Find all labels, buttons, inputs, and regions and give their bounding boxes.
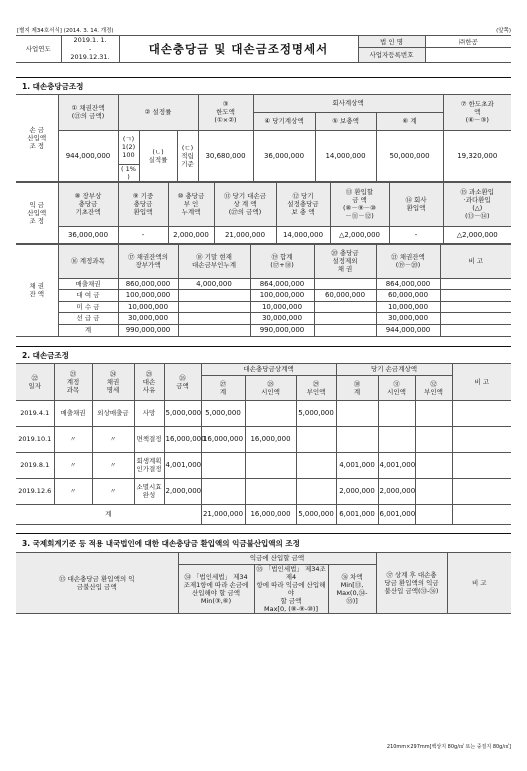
- h4: ④ 당기계상액: [253, 112, 315, 130]
- table-row: 2019.10.1 〃 〃 면책결정 16,000,000 16,000,000 16,000,000: [16, 426, 511, 452]
- rate-b: (ㄴ) 실적률: [139, 130, 177, 181]
- rate-a-pct: ( 1% ): [118, 164, 139, 181]
- v5: 14,000,000: [315, 130, 376, 181]
- h12: ⑫ 당기 설정충당금 보 충 액: [276, 182, 330, 226]
- h17: ⑰ 채권잔액의 장부가액: [118, 244, 178, 278]
- corp-name-label: 법 인 명: [358, 36, 425, 48]
- h28: ㉘ 시인액: [245, 375, 296, 400]
- h-note-2: 비 고: [452, 363, 511, 400]
- h11: ⑪ 당기 대손금 상 계 액 (㉗의 금액): [214, 182, 276, 226]
- h1: ① 채권잔액 (㉑의 금액): [58, 94, 118, 130]
- ik-label: 익 금 산입액 조 정: [16, 182, 58, 243]
- section3-title: 3. 국제회계기준 등 적용 내국법인에 대한 대손충당금 환입액의 익금불산입액의 조정: [22, 538, 300, 548]
- paper-spec-footer: 210mm×297mm[백상지 80g/㎡ 또는 중질지 80g/㎡]: [386, 744, 511, 750]
- table-row: 대 여 금 100,000,000 100,000,000 60,000,000 60,000,000: [16, 290, 511, 302]
- h15: ⑮ 과소환입 ·과다환입 (△) (⑬－⑭): [443, 182, 511, 226]
- h-company-group: 회사계상액: [253, 94, 443, 112]
- table-row: 선 급 금 30,000,000 30,000,000 30,000,000: [16, 313, 511, 325]
- h16: ⑯ 계정과목: [58, 244, 118, 278]
- g3: 익금에 산입할 금액: [178, 552, 376, 564]
- ifrs-adjustment-table: [16, 552, 511, 614]
- table-row: 계 990,000,000 990,000,000 944,000,000: [16, 324, 511, 336]
- son-label: 손 금 산입액 조 정: [16, 94, 58, 181]
- h18: ⑱ 기말 현재 대손금부인누계: [178, 244, 250, 278]
- form-body: [16, 35, 511, 614]
- g2: 당기 손금계상액: [336, 363, 452, 375]
- ch-label: 채 권 잔 액: [16, 244, 58, 336]
- h3: ③ 한도액 (①×②): [198, 94, 253, 130]
- v7: 19,320,000: [443, 130, 511, 181]
- period-label: 사업연도: [16, 36, 61, 63]
- v3: 30,680,000: [198, 130, 253, 181]
- h-note-3: 비 고: [447, 552, 511, 613]
- h7: ⑦ 한도초과 액 (⑥－③): [443, 94, 511, 130]
- g1: 대손충당금상계액: [201, 363, 336, 375]
- table-row: 2019.8.1 〃 〃 회생계획 인가결정 4,001,000 4,001,000 4,001,000: [16, 452, 511, 478]
- h37: ㊲ 상계 후 대손충 당금 환입액의 익금 불산입 금액(㉝-㊱): [376, 552, 447, 613]
- h25: ㉕ 대손 사유: [134, 363, 164, 400]
- v1: 944,000,000: [58, 130, 118, 181]
- h22: ㉒ 일자: [16, 363, 54, 400]
- h21: ㉑ 채권잔액 (⑲－⑳): [376, 244, 440, 278]
- h8: ⑧ 장부상 충당금 기초잔액: [58, 182, 118, 226]
- h9: ⑨ 기중 충당금 환입액: [118, 182, 168, 226]
- h13: ⑬ 환입할 금 액 (⑧－⑨－⑩ －⑪－⑫): [330, 182, 389, 226]
- v15: △2,000,000: [443, 226, 511, 243]
- table-row: 2019.12.6 〃 〃 소멸시효 완성 2,000,000 2,000,000 2,000,000: [16, 478, 511, 504]
- bizno-label: 사업자등록번호: [358, 48, 425, 62]
- table-row: 2019.4.1 매출채권 외상매출금 사망 5,000,000 5,000,000 5,000,000: [16, 400, 511, 426]
- h30: ㉚ 계: [336, 375, 378, 400]
- form-number: [별지 제34호서식] (2014. 3. 14. 개정): [17, 28, 114, 34]
- allowance-reversal-table: [16, 182, 511, 244]
- v8: 36,000,000: [58, 226, 118, 243]
- rate-a: (ㄱ) 1(2) 100: [118, 130, 139, 164]
- total-row: 계 21,000,000 16,000,000 5,000,000 6,001,000 6,001,000: [16, 504, 511, 524]
- h31: ㉛ 시인액: [378, 375, 415, 400]
- v9: -: [118, 226, 168, 243]
- h33: ㉝ 대손충당금 환입액의 익 금불산입 금액: [16, 552, 178, 613]
- bad-debt-table: [16, 363, 511, 525]
- h35: ㉟ 「법인세법」 제34조제4 항에 따라 익금에 산입해야 할 금액 Max[0, (⑧-⑨-⑩)]: [254, 564, 328, 613]
- total-label: 계: [16, 504, 201, 524]
- receivable-balance-table: [16, 244, 511, 337]
- h26: ㉖ 금액: [164, 363, 201, 400]
- h29: ㉙ 부인액: [296, 375, 336, 400]
- h2: ② 설정률: [118, 94, 198, 130]
- h-note-1: 비 고: [440, 244, 511, 278]
- page-side-label: (앞쪽): [496, 28, 511, 34]
- table-row: 매출채권 860,000,000 4,000,000 864,000,000 864,000,000: [16, 278, 511, 290]
- h10: ⑩ 충당금 부 인 누계액: [168, 182, 214, 226]
- v11: 21,000,000: [214, 226, 276, 243]
- section2-title: 2. 대손금조정: [22, 350, 69, 360]
- section1-title: 1. 대손충당금조정: [22, 81, 84, 91]
- corp-name: ㈜한공: [425, 36, 511, 48]
- h19: ⑲ 합계 (⑰+⑱): [250, 244, 314, 278]
- h6: ⑥ 계: [376, 112, 443, 130]
- period-range: 2019.1. 1. - 2019.12.31.: [61, 36, 119, 63]
- v10: 2,000,000: [168, 226, 214, 243]
- h23: ㉓ 계정 과목: [54, 363, 92, 400]
- h5: ⑤ 보충액: [315, 112, 376, 130]
- page-title: 대손충당금 및 대손금조정명세서: [119, 36, 358, 63]
- v12: 14,000,000: [276, 226, 330, 243]
- h20: ⑳ 충당금 설정제외 채 권: [314, 244, 376, 278]
- h27: ㉗ 계: [201, 375, 245, 400]
- h36: ㊱ 차액 Min[⑬, Max(0,㉞- ㉟)]: [328, 564, 376, 613]
- h34: ㉞ 「법인세법」 제34 조제1항에 따라 손금에 산입해야 할 금액 Min(③,⑥): [178, 564, 254, 613]
- rate-c: (ㄷ) 적립 기준: [177, 130, 198, 181]
- allowance-loss-table: [16, 94, 511, 182]
- h24: ㉔ 채권 명세: [92, 363, 134, 400]
- header-table: [16, 35, 511, 63]
- h14: ⑭ 회사 환입액: [389, 182, 443, 226]
- v13: △2,000,000: [330, 226, 389, 243]
- table-row: 미 수 금 10,000,000 10,000,000 10,000,000: [16, 301, 511, 313]
- v4: 36,000,000: [253, 130, 315, 181]
- h32: ㉜ 부인액: [415, 375, 452, 400]
- bizno-value: [425, 48, 511, 62]
- v6: 50,000,000: [376, 130, 443, 181]
- v14: -: [389, 226, 443, 243]
